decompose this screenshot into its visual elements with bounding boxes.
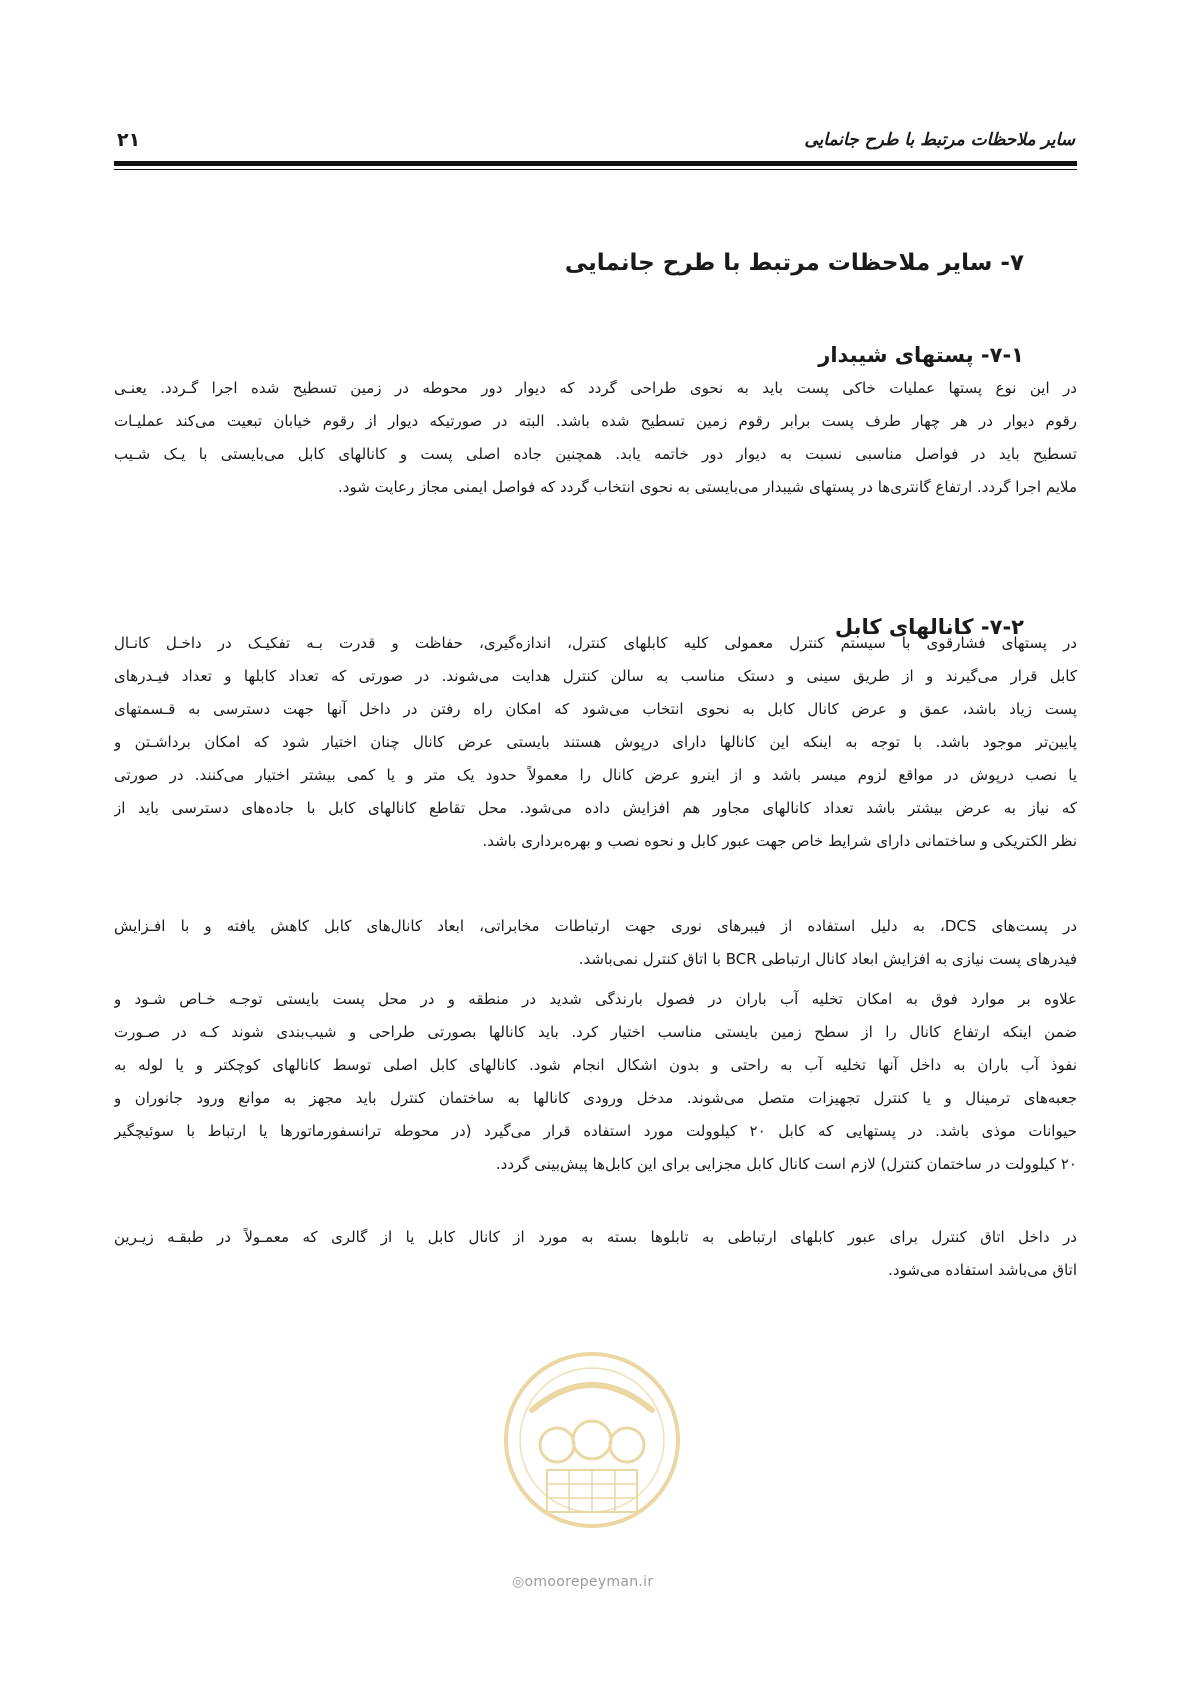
paragraph-line: فیدرهای پست نیازی به افزایش ابعاد کانال ارتباطی BCR با اتاق کنترل نمی‌باشد. — [578, 950, 1077, 968]
header-rule-thick — [114, 161, 1077, 166]
paragraph-line: ملایم اجرا گردد. ارتفاع گانتری‌ها در پستهای شیبدار می‌بایستی به نحوی انتخاب گردد که فواصل ایمنی مجاز رعایت شود. — [338, 478, 1077, 496]
paragraph-line: در داخل اتاق کنترل برای عبور کابلهای ارتباطی به تابلوها بسته به مورد از کانال کابل یا از گالری که معمـولاً در طبقـه زیـرین — [114, 1228, 1077, 1246]
paragraph-line: پایین‌تر موجود باشد. با توجه به اینکه این کانالها دارای درپوش هستند بایستی عرض کانال چنان اختیار شود که امکان برداشـتن و — [114, 733, 1077, 751]
paragraph-line: جعبه‌های ترمینال و یا کنترل تجهیزات متصل می‌شوند. مدخل ورودی کانالها به ساختمان کنترل باید مجهز به موانع ورود جانوران و — [114, 1089, 1077, 1107]
running-header-title: سایر ملاحظات مرتبط با طرح جانمایی — [804, 130, 1075, 150]
paragraph-line: نظر الکتریکی و ساختمانی دارای شرایط خاص جهت عبور کابل و نحوه نصب و بهره‌برداری باشد. — [482, 832, 1077, 850]
paragraph-line: یا نصب درپوش در مواقع لزوم میسر باشد و از اینرو عرض کانال را معمولاً حدود یک متر و یا کمی بیشتر اختیار می‌کنند. در صورتی — [114, 766, 1077, 784]
paragraph-line: علاوه بر موارد فوق به امکان تخلیه آب باران در فصول بارندگی شدید در منطقه و در محل پست بایستی توجـه خـاص شـود و — [114, 990, 1077, 1008]
chapter-heading: ۷- سایر ملاحظات مرتبط با طرح جانمایی — [564, 250, 1024, 276]
paragraph-line: ۲۰ کیلوولت در ساختمان کنترل) لازم است کانال کابل مجزایی برای این کابل‌ها پیش‌بینی گردد. — [495, 1155, 1077, 1173]
paragraph-line: پست زیاد باشد، عمق و عرض کانال کابل به نحوی انتخاب می‌شود که امکان راه رفتن در داخل آنها جهت دسترسی به قـسمتهای — [114, 700, 1077, 718]
header-rule-thin — [114, 169, 1077, 170]
paragraph-line: اتاق می‌باشد استفاده می‌شود. — [888, 1261, 1077, 1279]
paragraph-line: حیوانات موذی باشد. در پستهایی که کابل ۲۰ کیلوولت مورد استفاده قرار می‌گیرد (در محوطه ترانسفورماتورها یا ارتباط با سوئیچگیر — [114, 1122, 1077, 1140]
watermark-url: ◎omoorepeyman.ir — [512, 1574, 654, 1590]
page-number: ۲۱ — [117, 129, 141, 151]
paragraph-line: کابل قرار می‌گیرند و از طریق سینی و دستک مناسب به سالن کنترل هدایت می‌شوند. در صورتی که تعداد کابلها و تعداد فیـدرهای — [114, 667, 1077, 685]
paragraph-line: در این نوع پستها عملیات خاکی پست باید به نحوی طراحی گردد که دیوار دور محوطه در زمین تسطیح شده اجرا گـردد. یعنـی — [114, 379, 1077, 397]
globe-icon: ◎ — [512, 1574, 525, 1590]
paragraph-line: رقوم دیوار در هر چهار طرف پست برابر رقوم زمین تسطیح شده باشد. البته در صورتیکه دیوار از رقوم خیابان تبعیت می‌کند عملیـات — [114, 412, 1077, 430]
paragraph-line: نفوذ آب باران به داخل آنها تخلیه آب به راحتی و بدون اشکال انجام شود. کانالهای کابل اصلی توسط کانالهای کوچکتر و یا لوله به — [114, 1056, 1077, 1074]
paragraph-line: تسطیح باید در فواصل مناسبی نسبت به دیوار دور خاتمه یابد. همچنین جاده اصلی پست و کانالهای کابل می‌بایستی با یـک شـیب — [114, 445, 1077, 463]
paragraph-line: ضمن اینکه ارتفاع کانال را از سطح زمین بایستی مناسب اختیار کرد. باید کانالها بصورتی طراحی و شیب‌بندی شوند کـه در صـورت — [114, 1023, 1077, 1041]
paragraph-line: که نیاز به عرض بیشتر باشد تعداد کانالهای مجاور هم افزایش داده می‌شود. محل تقاطع کانالهای کابل با جاده‌های دسترسی باید از — [114, 799, 1077, 817]
watermark-logo — [487, 1340, 697, 1580]
section-heading-cable-trenches: ۷-۲- کانالهای کابل — [834, 615, 1024, 639]
section-heading-sloped-substations: ۷-۱- پستهای شیبدار — [818, 343, 1024, 367]
paragraph-line: در پستهای فشارقوی با سیستم کنترل معمولی کلیه کابلهای کنترل، اندازه‌گیری، حفاظت و قدرت بـه تفکیـک در داخـل کانـال — [114, 634, 1077, 652]
paragraph-line: در پست‌های DCS، به دلیل استفاده از فیبرهای نوری جهت ارتباطات مخابراتی، ابعاد کانال‌های کابل کاهش یافته و با افـزایش — [114, 917, 1077, 935]
